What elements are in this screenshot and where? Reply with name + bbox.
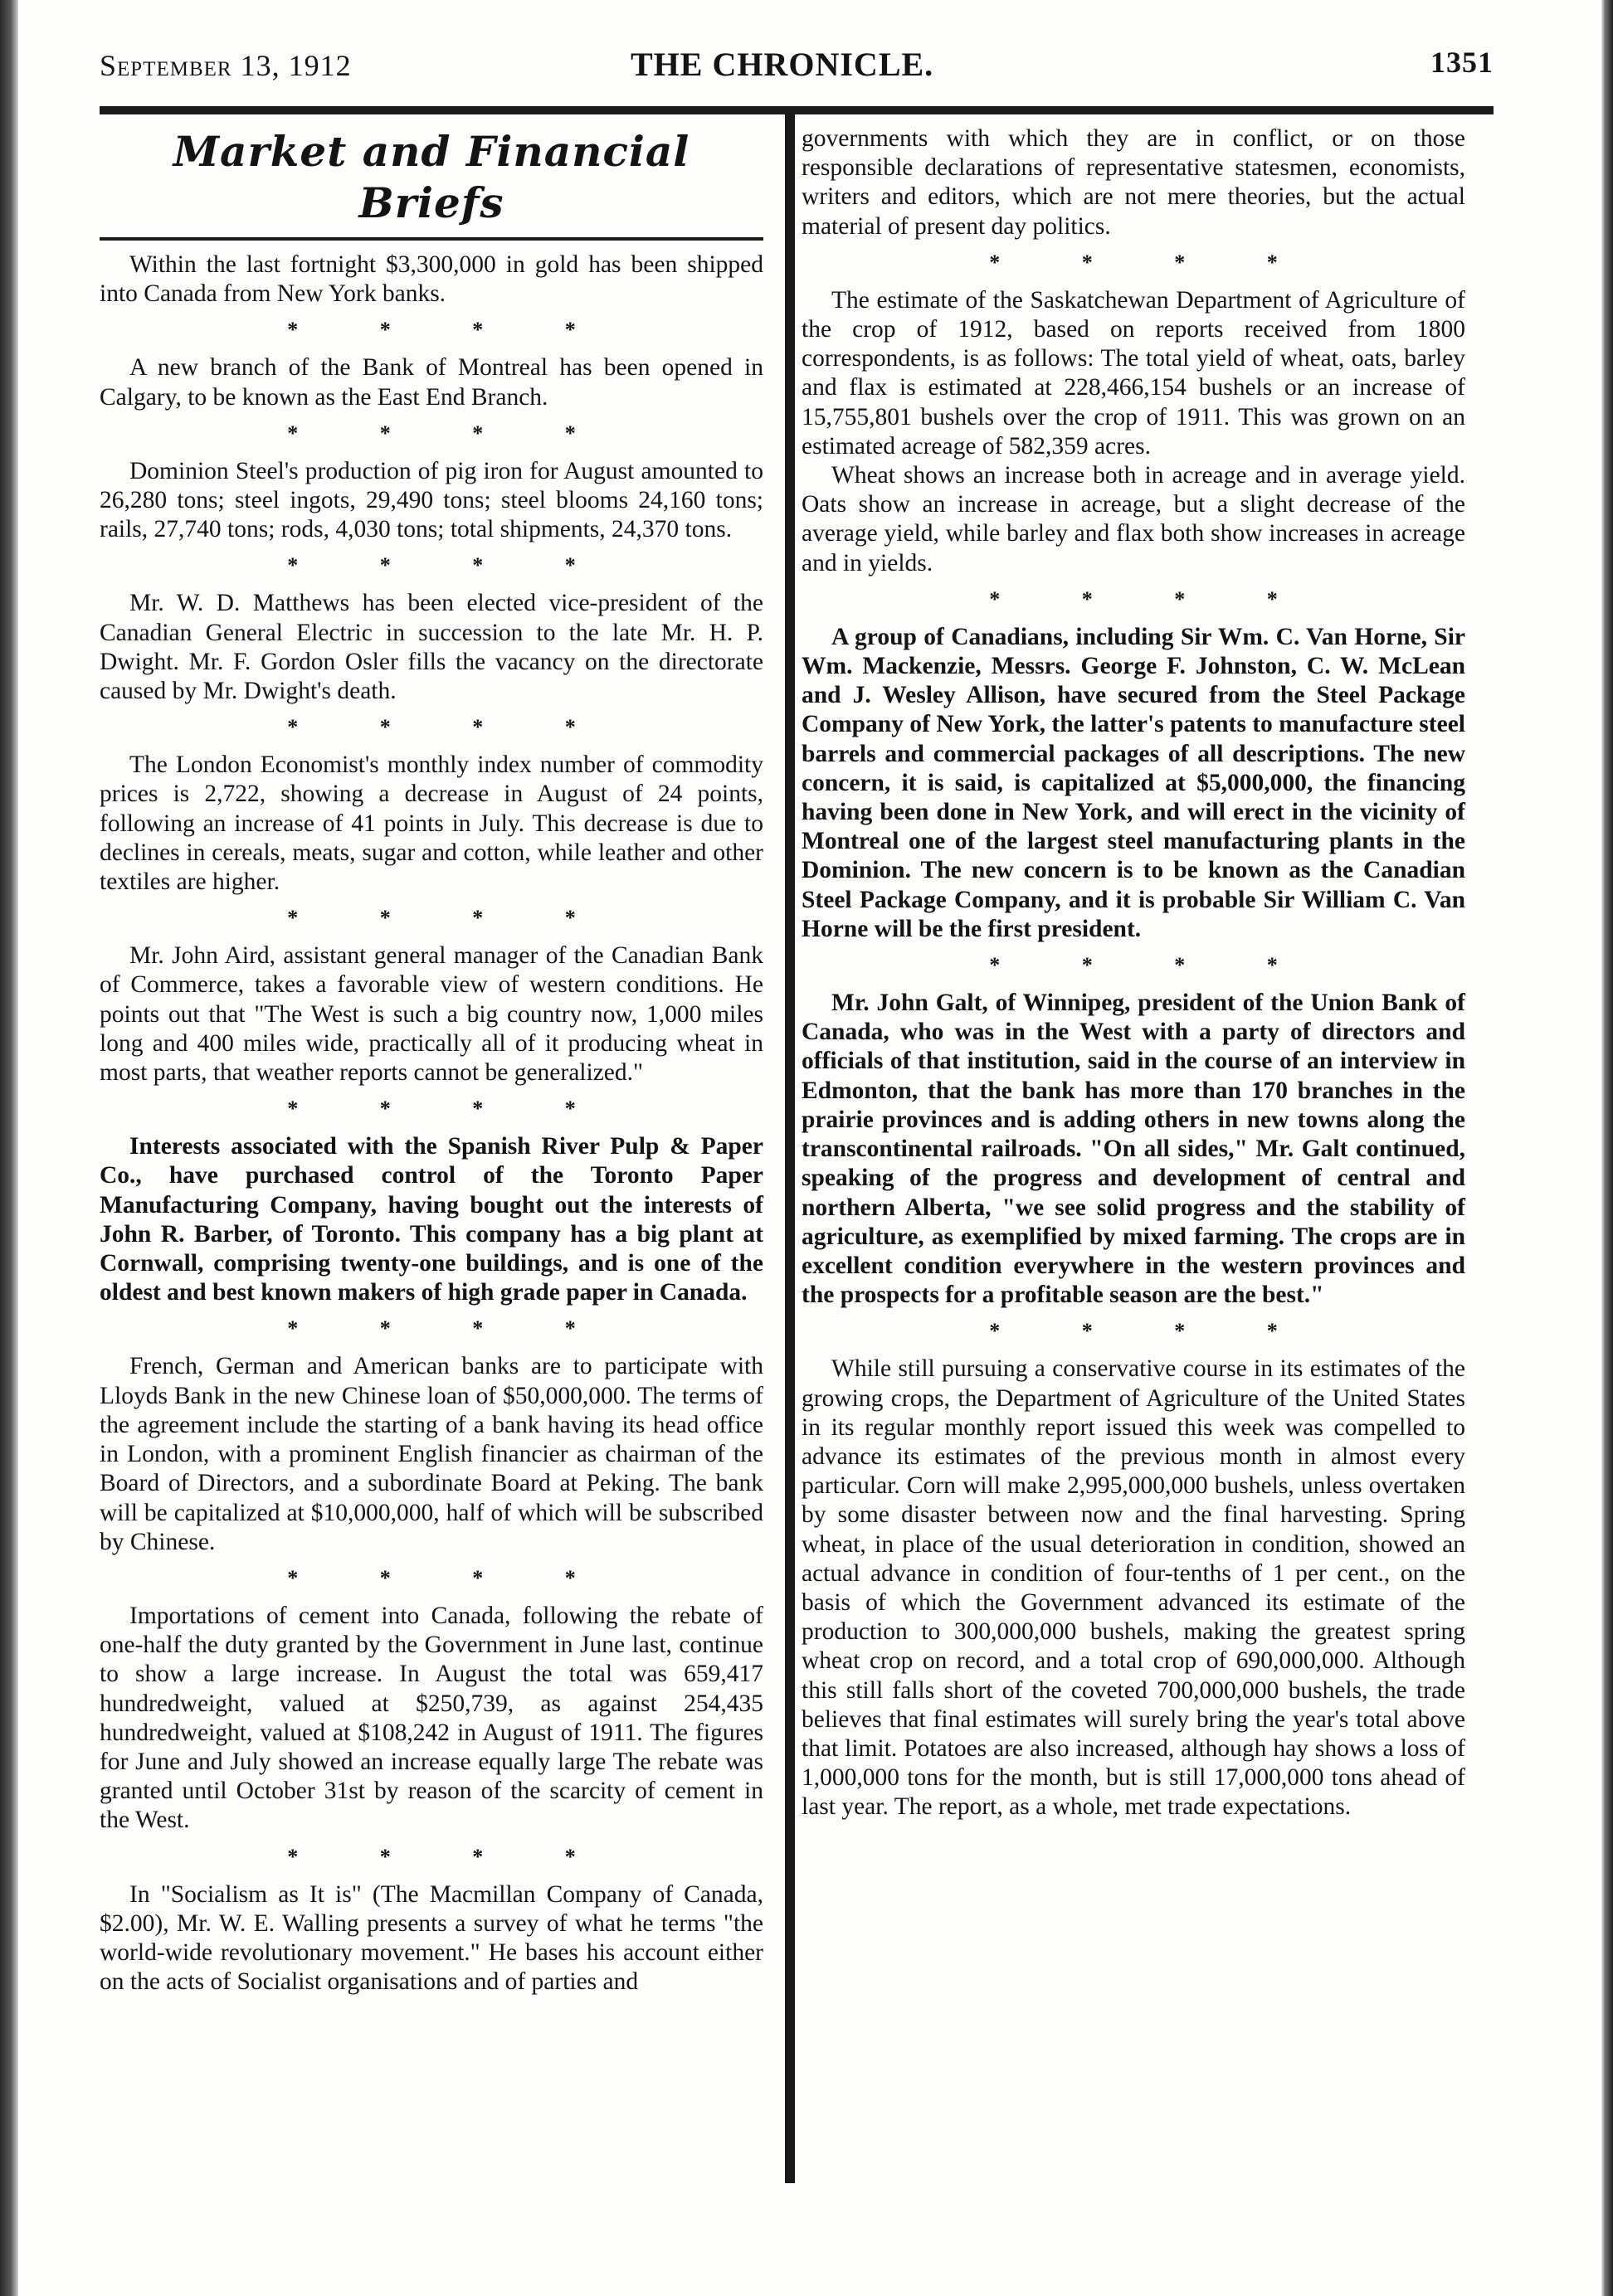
brief-text: French, German and American banks are to participate with Lloyds Bank in the new Chinese loan of $50,000,000. The terms of the agreement include the starting of a bank having its head office in London, with a prominent English financier as chairman of the Board of Directors, and a subordinate Board at Peking. The bank will be capitalized at $10,000,000, half of which will be subscribed by Chinese.	[100, 1353, 763, 1555]
brief-item	[100, 589, 763, 706]
column-rule	[785, 106, 795, 2183]
brief-text: Wheat shows an increase both in acreage and in average yield. Oats show an increase in acreage, but a slight decrease of the average yield, while barley and flax both show increases in acreage and in yields.	[802, 462, 1465, 576]
separator: * * * *	[287, 1844, 614, 1869]
separator: * * * *	[989, 1319, 1316, 1344]
brief-text: The estimate of the Saskatchewan Department of Agriculture of the crop of 1912, based on reports received from 1800 correspondents, is as follows: The total yield of wheat, oats, barley and flax is estimated at 228,466,154 bushels or an increase of 15,755,801 bushels over the crop of 1911. This was grown on an estimated acreage of 582,359 acres.	[802, 286, 1465, 460]
separator: * * * *	[287, 1565, 614, 1590]
running-head	[100, 41, 1494, 91]
brief-item	[802, 286, 1465, 578]
publication-title: THE CHRONICLE.	[631, 46, 934, 83]
brief-item	[100, 1880, 763, 1997]
brief-item	[100, 1602, 763, 1836]
brief-text: Within the last fortnight $3,300,000 in gold has been shipped into Canada from New York banks.	[100, 251, 763, 308]
separator: * * * *	[287, 1316, 614, 1341]
brief-item	[100, 251, 763, 309]
separator: * * * *	[287, 1097, 614, 1121]
brief-text: A new branch of the Bank of Montreal has been opened in Calgary, to be known as the East End Branch.	[100, 354, 763, 411]
separator: * * * *	[287, 553, 614, 578]
brief-text: Dominion Steel's production of pig iron for August amounted to 26,280 tons; steel ingots, 29,490 tons; steel blooms 24,160 tons; rails, 27,740 tons; rods, 4,030 tons; total shipments, 24,370 tons.	[100, 457, 763, 543]
brief-text: A group of Canadians, including Sir Wm. C. Van Horne, Sir Wm. Mackenzie, Messrs. George F. Johnston, C. W. McLean and J. Wesley Allison, have secured from the Steel Package Company of New York, the latter's patents to manufacture steel barrels and commercial packages of all descriptions. The new concern, it is said, is capitalized at $5,000,000, the financing having been done in New York, and will erect in the vicinity of Montreal one of the largest steel manufacturing plants in the Dominion. The new concern is to be known as the Canadian Steel Package Company, and it is probable Sir William C. Van Horne will be the first president.	[802, 623, 1465, 942]
brief-text: While still pursuing a conservative course in its estimates of the growing crops, the Department of Agriculture of the United States in its regular monthly report issued this week was compelled to advance its estimates of the previous month in almost every particular. Corn will make 2,995,000,000 bushels, unless overtaken by some disaster between now and the final harvesting. Spring wheat, in place of the usual deterioration in condition, showed an actual advance in condition of four-tenths of 1 per cent., on the basis of which the Government advanced its estimate of the production to 300,000,000 bushels, making the greatest spring wheat crop on record, and a total crop of 690,000,000. Although this still falls short of the coveted 700,000,000 bushels, the trade believes that final estimates will surely bring the year's total above that limit. Potatoes are also increased, although hay shows a loss of 1,000,000 tons for the month, but is still 17,000,000 tons ahead of last year. The report, as a whole, met trade expectations.	[802, 1355, 1465, 1821]
brief-item	[802, 989, 1465, 1310]
separator: * * * *	[287, 421, 614, 445]
section-title: Market and Financial Briefs	[173, 127, 690, 227]
brief-text: Mr. John Galt, of Winnipeg, president of the Union Bank of Canada, who was in the West with a party of directors and officials of that institution, said in the course of an interview in Edmonton, that the bank has more than 170 branches in the prairie provinces and is adding others in new towns along the transcontinental railroads. "On all sides," Mr. Galt continued, speaking of the progress and development of central and northern Alberta, "we see solid progress and the stability of agriculture, as exemplified by mixed farming. The crops are in excellent condition everywhere in the western provinces and the prospects for a profitable season are the best."	[802, 990, 1465, 1309]
brief-item	[100, 1352, 763, 1556]
right-column	[802, 124, 1465, 1822]
scan-edge-left	[0, 0, 18, 2296]
brief-text: In "Socialism as It is" (The Macmillan Company of Canada, $2.00), Mr. W. E. Walling presents a survey of what he terms "the world-wide revolutionary movement." He bases his account either on the acts of Socialist organisations and of parties and	[100, 1880, 763, 1996]
brief-text: The London Economist's monthly index number of commodity prices is 2,722, showing a decrease in August of 24 points, following an increase of 41 points in July. This decrease is due to declines in cereals, meats, sugar and cotton, while leather and other textiles are higher.	[100, 752, 763, 896]
brief-item	[802, 1355, 1465, 1822]
left-column	[100, 116, 763, 1997]
brief-item	[100, 751, 763, 897]
brief-item	[100, 353, 763, 411]
brief-item	[100, 941, 763, 1087]
brief-item	[100, 1132, 763, 1307]
brief-text: Mr. W. D. Matthews has been elected vice-president of the Canadian General Electric in succession to the late Mr. H. P. Dwight. Mr. F. Gordon Osler fills the vacancy on the directorate caused by Mr. Dwight's death.	[100, 590, 763, 705]
brief-text: Mr. John Aird, assistant general manager of the Canadian Bank of Commerce, takes a favorable view of western conditions. He points out that "The West is such a big country now, 1,000 miles long and 400 miles wide, practically all of it producing wheat in most parts, that weather reports cannot be generalized."	[100, 942, 763, 1087]
separator: * * * *	[287, 906, 614, 931]
separator: * * * *	[287, 318, 614, 343]
brief-item-continued	[802, 124, 1465, 241]
separator: * * * *	[989, 953, 1316, 978]
brief-item	[802, 623, 1465, 944]
brief-item	[100, 457, 763, 545]
brief-text: Interests associated with the Spanish River Pulp & Paper Co., have purchased control of the Toronto Paper Manufacturing Company, having bought out the interests of John R. Barber, of Toronto. This company has a big plant at Cornwall, comprising twenty-one buildings, and is one of the oldest and best known makers of high grade paper in Canada.	[100, 1133, 763, 1306]
page-number: 1351	[1430, 46, 1494, 79]
brief-text: Importations of cement into Canada, following the rebate of one-half the duty granted by the Government in June last, continue to show a large increase. In August the total was 659,417 hundredweight, valued at $250,739, as against 254,435 hundredweight, valued at $108,242 in August of 1911. The figures for June and July showed an increase equally large The rebate was granted until October 31st by reason of the scarcity of cement in the West.	[100, 1602, 763, 1834]
title-rule	[100, 237, 763, 241]
scan-edge-right	[1601, 0, 1613, 2296]
header-rule	[100, 106, 1494, 114]
header-date: September 13, 1912	[100, 49, 352, 82]
separator: * * * *	[287, 715, 614, 740]
separator: * * * *	[989, 250, 1316, 275]
separator: * * * *	[989, 586, 1316, 611]
brief-text: governments with which they are in conflict, or on those responsible declarations of representative statesmen, economists, writers and editors, which are not mere theories, but the actual material of present day politics.	[802, 125, 1465, 240]
